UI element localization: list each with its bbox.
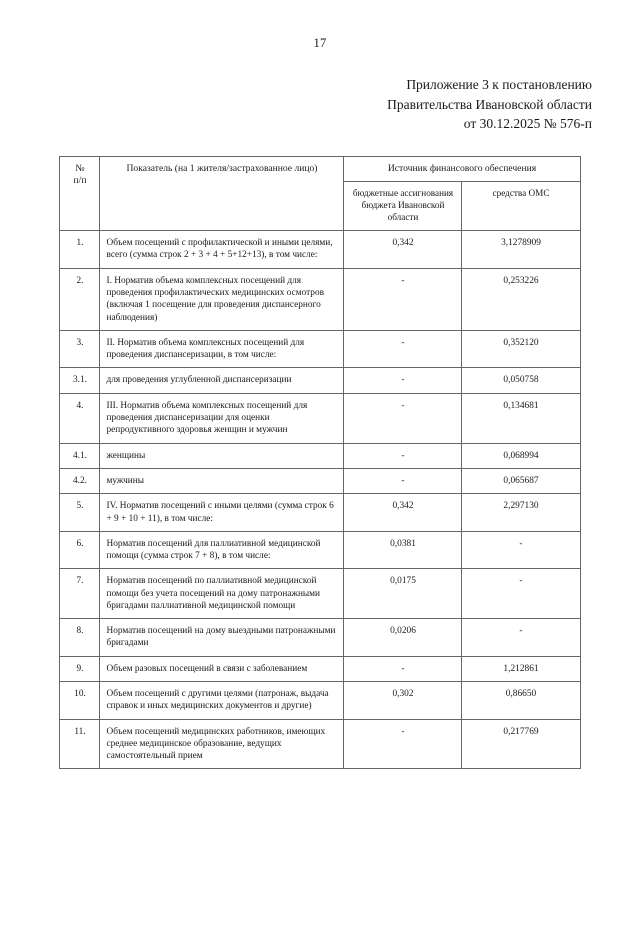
row-number: 3. [60, 330, 100, 368]
column-header-number-line1: № [75, 162, 85, 174]
row-oms-value: 0,134681 [462, 393, 580, 443]
row-budget-value: - [344, 330, 462, 368]
column-header-budget: бюджетные ассигнования бюджета Ивановской области [344, 182, 462, 231]
row-budget-value: - [344, 393, 462, 443]
table-row [60, 330, 580, 368]
row-oms-value: 3,1278909 [462, 231, 580, 269]
table-row [60, 368, 580, 393]
document-page [0, 36, 640, 941]
row-number: 10. [60, 682, 100, 720]
row-budget-value: 0,342 [344, 494, 462, 532]
row-number: 1. [60, 231, 100, 269]
row-indicator: для проведения углубленной диспансеризации [100, 368, 344, 393]
table-row [60, 619, 580, 657]
row-indicator: Объем разовых посещений в связи с заболеванием [100, 656, 344, 681]
row-oms-value: 0,068994 [462, 443, 580, 468]
row-budget-value: 0,0175 [344, 569, 462, 619]
table-row [60, 682, 580, 720]
row-oms-value: 0,050758 [462, 368, 580, 393]
row-number: 11. [60, 719, 100, 769]
table-row [60, 531, 580, 569]
table-row [60, 468, 580, 493]
row-oms-value: 2,297130 [462, 494, 580, 532]
row-budget-value: 0,302 [344, 682, 462, 720]
table-row [60, 656, 580, 681]
appendix-heading [0, 75, 640, 134]
row-budget-value: - [344, 719, 462, 769]
table-head [60, 156, 580, 231]
column-header-source: Источник финансового обеспечения [344, 156, 580, 182]
row-budget-value: - [344, 656, 462, 681]
row-budget-value: 0,0381 [344, 531, 462, 569]
row-indicator: женщины [100, 443, 344, 468]
row-budget-value: - [344, 268, 462, 330]
row-oms-value: - [462, 569, 580, 619]
row-oms-value: 0,217769 [462, 719, 580, 769]
column-header-number-line2: п/п [73, 175, 87, 187]
row-oms-value: 0,352120 [462, 330, 580, 368]
row-indicator: Норматив посещений для паллиативной медицинской помощи (сумма строк 7 + 8), в том числе: [100, 531, 344, 569]
row-number: 4.2. [60, 468, 100, 493]
table-row [60, 393, 580, 443]
row-indicator: Норматив посещений по паллиативной медицинской помощи без учета посещений на дому патронажными бригадами паллиативной медицинской помощи [100, 569, 344, 619]
norms-table [59, 156, 580, 770]
row-number: 2. [60, 268, 100, 330]
row-number: 8. [60, 619, 100, 657]
row-oms-value: - [462, 619, 580, 657]
heading-line-1: Приложение 3 к постановлению [406, 77, 592, 92]
row-indicator: I. Норматив объема комплексных посещений для проведения профилактических медицинских осмотров (включая 1 посещение для проведения диспансерного наблюдения) [100, 268, 344, 330]
row-budget-value: - [344, 368, 462, 393]
row-indicator: IV. Норматив посещений с иными целями (сумма строк 6 + 9 + 10 + 11), в том числе: [100, 494, 344, 532]
column-header-number [60, 156, 100, 231]
row-oms-value: 0,065687 [462, 468, 580, 493]
row-number: 4. [60, 393, 100, 443]
row-budget-value: 0,342 [344, 231, 462, 269]
heading-line-2: Правительства Ивановской области [387, 96, 592, 112]
row-indicator: Объем посещений с профилактической и иными целями, всего (сумма строк 2 + 3 + 4 + 5+12+13), в том числе: [100, 231, 344, 269]
row-budget-value: 0,0206 [344, 619, 462, 657]
table-row [60, 569, 580, 619]
row-number: 4.1. [60, 443, 100, 468]
row-number: 7. [60, 569, 100, 619]
table-row [60, 494, 580, 532]
row-indicator: III. Норматив объема комплексных посещений для проведения диспансеризации для оценки репродуктивного здоровья женщин и мужчин [100, 393, 344, 443]
heading-line-3: от 30.12.2025 № 576-п [463, 116, 592, 132]
row-indicator: Объем посещений медицинских работников, имеющих среднее медицинское образование, ведущих самостоятельный прием [100, 719, 344, 769]
table-row [60, 719, 580, 769]
row-indicator: II. Норматив объема комплексных посещений для проведения диспансеризации, в том числе: [100, 330, 344, 368]
page-number: 17 [313, 36, 327, 50]
row-budget-value: - [344, 443, 462, 468]
table-header-row-1 [60, 156, 580, 182]
table-row [60, 268, 580, 330]
column-header-indicator: Показатель (на 1 жителя/застрахованное лицо) [100, 156, 344, 231]
row-budget-value: - [344, 468, 462, 493]
table-row [60, 443, 580, 468]
row-number: 3.1. [60, 368, 100, 393]
row-indicator: Объем посещений с другими целями (патронаж, выдача справок и иных медицинских документов и другие) [100, 682, 344, 720]
row-number: 5. [60, 494, 100, 532]
row-oms-value: 1,212861 [462, 656, 580, 681]
row-indicator: мужчины [100, 468, 344, 493]
row-oms-value: - [462, 531, 580, 569]
row-number: 9. [60, 656, 100, 681]
table-row [60, 231, 580, 269]
table-body [60, 231, 580, 769]
row-oms-value: 0,253226 [462, 268, 580, 330]
row-oms-value: 0,86650 [462, 682, 580, 720]
row-indicator: Норматив посещений на дому выездными патронажными бригадами [100, 619, 344, 657]
row-number: 6. [60, 531, 100, 569]
column-header-oms: средства ОМС [462, 182, 580, 231]
